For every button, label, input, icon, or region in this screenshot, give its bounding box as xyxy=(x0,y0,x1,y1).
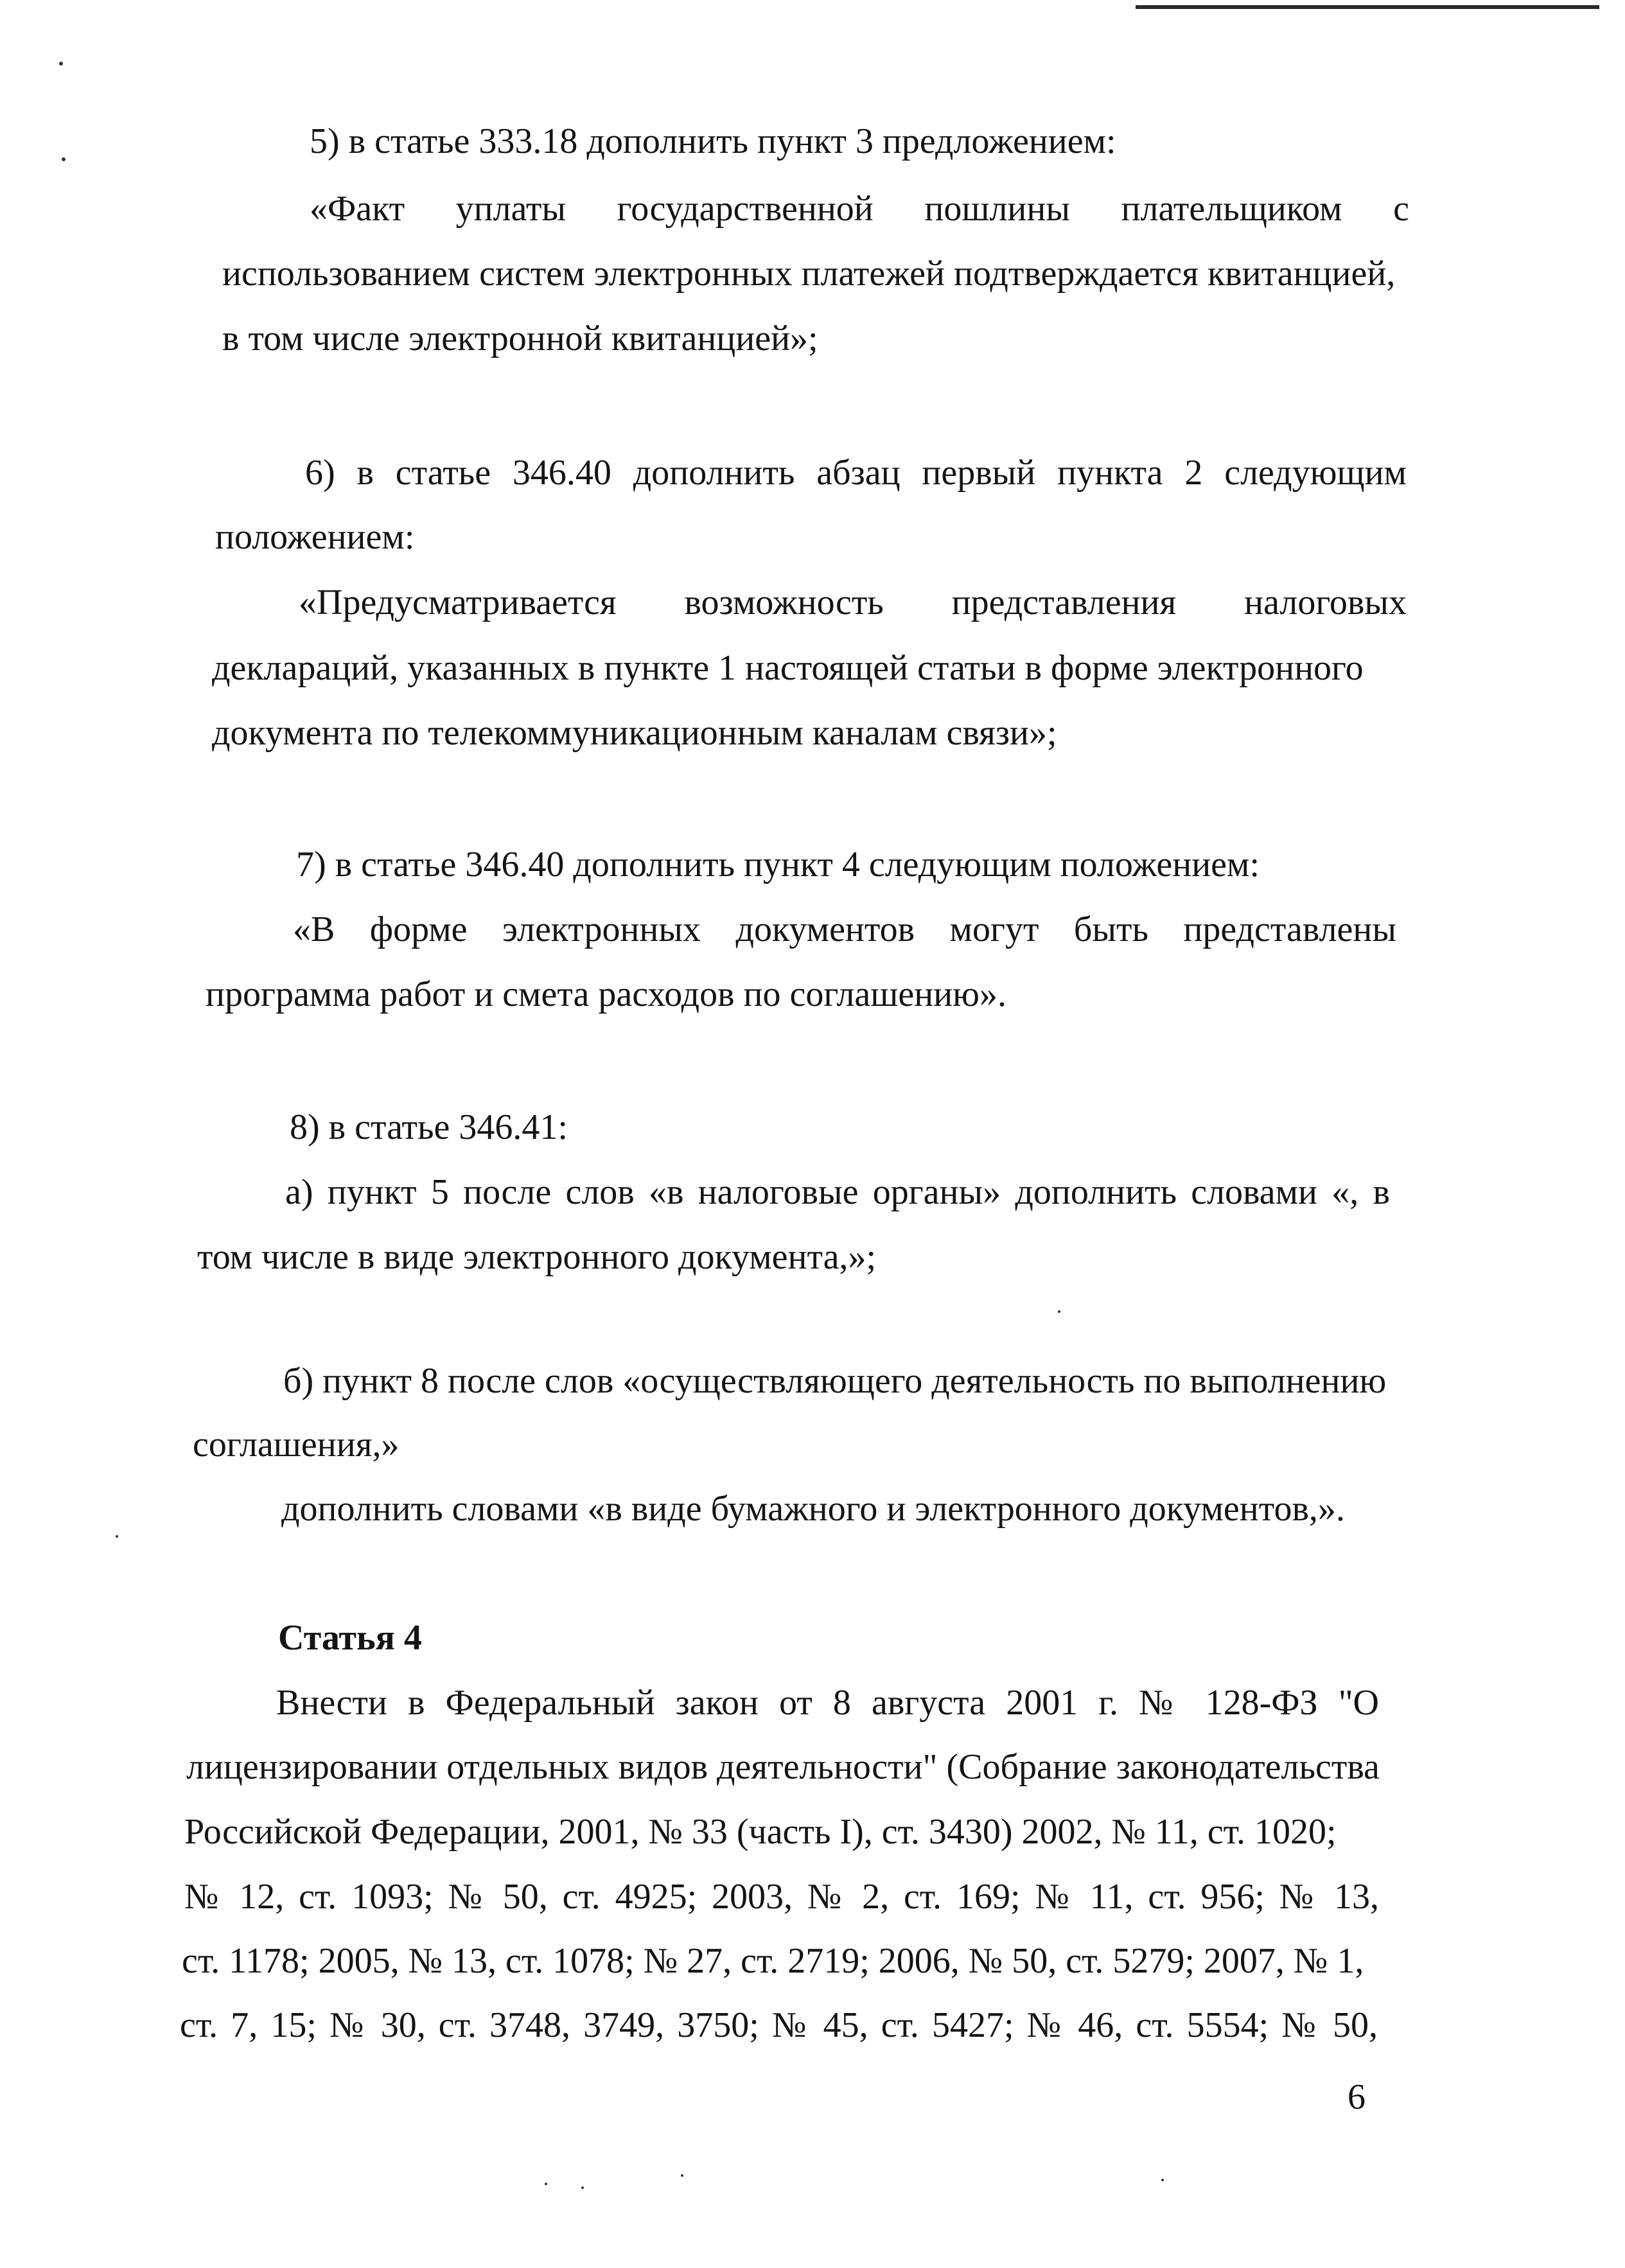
item-5-line: «Факт уплаты государственной пошлины плательщиком с xyxy=(310,189,1409,229)
article-4-line: № 12, ст. 1093; № 50, ст. 4925; 2003, № 2, ст. 169; № 11, ст. 956; № 13, xyxy=(184,1877,1379,1917)
item-6-line: «Предусматривается возможность представления налоговых xyxy=(299,583,1407,622)
item-7-line: программа работ и смета расходов по соглашению». xyxy=(206,974,1007,1014)
top-rule-line xyxy=(1136,5,1599,9)
item-7-line: «В форме электронных документов могут быть представлены xyxy=(293,910,1396,949)
scan-speck xyxy=(1161,2179,1164,2181)
item-6-heading: положением: xyxy=(215,517,415,557)
scan-speck xyxy=(581,2186,584,2189)
item-7-heading: 7) в статье 346.40 дополнить пункт 4 следующим положением: xyxy=(296,845,1260,884)
item-8-heading: 8) в статье 346.41: xyxy=(290,1107,568,1147)
article-4-line: ст. 1178; 2005, № 13, ст. 1078; № 27, ст. 2719; 2006, № 50, ст. 5279; 2007, № 1, xyxy=(182,1941,1364,1981)
article-4-line: ст. 7, 15; № 30, ст. 3748, 3749, 3750; № 45, ст. 5427; № 46, ст. 5554; № 50, xyxy=(180,2005,1378,2045)
item-6-heading: 6) в статье 346.40 дополнить абзац первый пункта 2 следующим xyxy=(305,453,1407,493)
page-number: 6 xyxy=(1348,2077,1366,2117)
item-6-line: деклараций, указанных в пункте 1 настоящей статьи в форме электронного xyxy=(212,648,1364,688)
article-4-line: Внести в Федеральный закон от 8 августа 2001 г. № 128-ФЗ "О xyxy=(276,1683,1379,1723)
item-8-sub-b: дополнить словами «в виде бумажного и электронного документов,». xyxy=(281,1489,1345,1529)
scan-speck xyxy=(1058,1310,1060,1313)
item-8-sub-a: а) пункт 5 после слов «в налоговые органы» дополнить словами «, в xyxy=(285,1172,1390,1212)
item-8-sub-b: соглашения,» xyxy=(193,1425,400,1464)
item-8-sub-b: б) пункт 8 после слов «осуществляющего деятельность по выполнению xyxy=(283,1361,1387,1401)
article-4-title: Статья 4 xyxy=(278,1618,422,1658)
scan-speck xyxy=(62,157,66,161)
item-5-line: в том числе электронной квитанцией»; xyxy=(222,319,818,358)
article-4-line: Российской Федерации, 2001, № 33 (часть I), ст. 3430) 2002, № 11, ст. 1020; xyxy=(184,1812,1337,1852)
item-6-line: документа по телекоммуникационным каналам связи»; xyxy=(212,713,1057,753)
scan-speck xyxy=(681,2174,683,2177)
item-8-sub-a: том числе в виде электронного документа,»; xyxy=(197,1237,877,1277)
scan-speck xyxy=(116,1535,118,1538)
article-4-line: лицензировании отдельных видов деятельности" (Собрание законодательства xyxy=(186,1747,1380,1787)
scan-speck xyxy=(59,62,63,66)
item-5-heading: 5) в статье 333.18 дополнить пункт 3 предложением: xyxy=(310,121,1116,161)
item-5-line: использованием систем электронных платежей подтверждается квитанцией, xyxy=(222,254,1396,294)
scan-speck xyxy=(545,2183,547,2185)
